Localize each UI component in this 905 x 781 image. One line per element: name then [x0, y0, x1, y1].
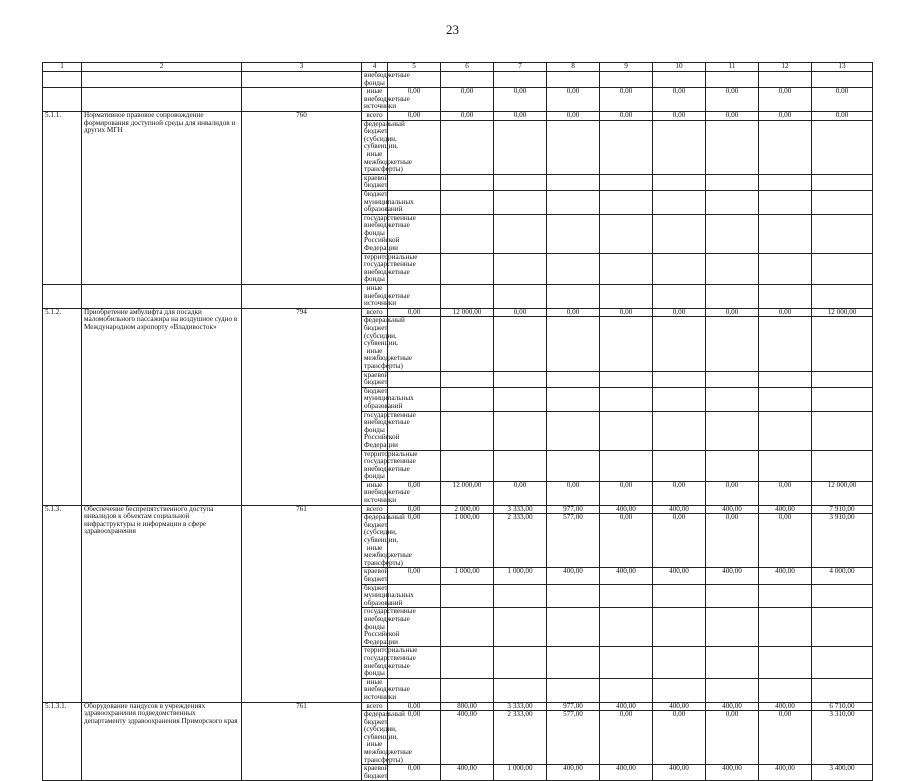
row-value: 0,00 [600, 481, 653, 505]
row-source: всего [362, 308, 388, 317]
row-value: 0,00 [494, 88, 547, 112]
row-value [653, 190, 706, 214]
row-source: государственные внебюджетные фонды Российской Федерации [362, 411, 388, 450]
row-value: 0,00 [388, 765, 441, 781]
row-value: 400,00 [706, 505, 759, 514]
row-value: 2 000,00 [441, 505, 494, 514]
row-value [441, 190, 494, 214]
row-value [600, 214, 653, 253]
row-value: 0,00 [388, 481, 441, 505]
row-value [653, 678, 706, 702]
row-value: 0,00 [706, 88, 759, 112]
row-value: 0,00 [388, 88, 441, 112]
row-value [600, 608, 653, 647]
table-row [43, 88, 873, 112]
row-value: 0,00 [547, 111, 600, 120]
row-value: 400,00 [759, 765, 812, 781]
header-cell: 11 [706, 63, 759, 72]
row-value: 0,00 [441, 111, 494, 120]
row-value [759, 678, 812, 702]
header-cell: 8 [547, 63, 600, 72]
row-value [494, 608, 547, 647]
row-value: 12 000,00 [812, 481, 873, 505]
row-value: 400,00 [600, 568, 653, 584]
row-value: 0,00 [653, 308, 706, 317]
row-value [706, 584, 759, 608]
row-value [388, 371, 441, 387]
row-value: 0,00 [388, 702, 441, 711]
row-value [494, 214, 547, 253]
row-value: 3 310,00 [812, 711, 873, 765]
row-value [547, 608, 600, 647]
row-value [653, 584, 706, 608]
row-value [653, 120, 706, 174]
table-row [43, 72, 873, 88]
row-value [759, 253, 812, 284]
row-value: 0,00 [653, 88, 706, 112]
row-value [706, 174, 759, 190]
row-value [653, 387, 706, 411]
row-value [441, 72, 494, 88]
row-value [653, 647, 706, 678]
row-value [706, 72, 759, 88]
header-cell: 12 [759, 63, 812, 72]
page-number: 23 [446, 22, 459, 37]
row-source: федеральный бюджет (субсидии, субвенции, иные межбюджетные трансферты) [362, 711, 388, 765]
header-cell: 4 [362, 63, 388, 72]
row-value [759, 647, 812, 678]
row-value [441, 371, 494, 387]
row-value [547, 120, 600, 174]
row-value: 0,00 [759, 88, 812, 112]
row-value: 400,00 [547, 568, 600, 584]
row-source: государственные внебюджетные фонды Российской Федерации [362, 608, 388, 647]
header-cell: 9 [600, 63, 653, 72]
row-source: иные внебюджетные источники [362, 285, 388, 309]
row-value: 400,00 [600, 702, 653, 711]
row-value: 2 333,00 [494, 514, 547, 568]
row-name [82, 285, 242, 309]
row-value: 400,00 [653, 505, 706, 514]
row-value: 6 710,00 [812, 702, 873, 711]
row-value [706, 190, 759, 214]
row-value [441, 608, 494, 647]
row-value [547, 214, 600, 253]
row-value [547, 450, 600, 481]
row-value [441, 678, 494, 702]
row-code [43, 72, 82, 88]
row-value [547, 72, 600, 88]
row-value [441, 317, 494, 371]
row-value [441, 584, 494, 608]
row-value [600, 120, 653, 174]
row-code [43, 285, 82, 309]
row-value [812, 214, 873, 253]
row-value [547, 174, 600, 190]
row-value [706, 678, 759, 702]
table-row [43, 702, 873, 711]
row-source: федеральный бюджет (субсидии, субвенции, иные межбюджетные трансферты) [362, 120, 388, 174]
row-value: 1 000,00 [494, 568, 547, 584]
row-value [494, 411, 547, 450]
row-value [706, 608, 759, 647]
row-value [494, 584, 547, 608]
row-value: 0,00 [706, 711, 759, 765]
row-value: 0,00 [706, 514, 759, 568]
row-value [494, 371, 547, 387]
row-value [759, 584, 812, 608]
row-value [388, 678, 441, 702]
row-value [441, 214, 494, 253]
row-code [43, 88, 82, 112]
row-value: 0,00 [759, 514, 812, 568]
row-value [441, 120, 494, 174]
row-value: 577,00 [547, 711, 600, 765]
row-value [653, 411, 706, 450]
row-value [759, 450, 812, 481]
row-value: 7 910,00 [812, 505, 873, 514]
row-value [600, 647, 653, 678]
row-value: 400,00 [759, 568, 812, 584]
row-col4 [242, 285, 362, 309]
row-value [547, 190, 600, 214]
row-value [759, 174, 812, 190]
row-value: 2 333,00 [494, 711, 547, 765]
row-value [600, 190, 653, 214]
row-value [600, 317, 653, 371]
row-value [812, 190, 873, 214]
row-source: бюджет муниципальных образований [362, 190, 388, 214]
row-value [494, 317, 547, 371]
row-value: 0,00 [653, 481, 706, 505]
row-value [706, 647, 759, 678]
row-value: 400,00 [653, 765, 706, 781]
row-value: 400,00 [759, 702, 812, 711]
row-value [547, 647, 600, 678]
row-value [441, 450, 494, 481]
row-source: территориальные государственные внебюджетные фонды [362, 253, 388, 284]
row-value [547, 678, 600, 702]
row-source: внебюджетные фонды [362, 72, 388, 88]
row-name: Оборудование пандусов в учреждениях здравоохранения подведомственных департаменту здравоохранения Приморского края [82, 702, 242, 781]
row-value: 12 000,00 [441, 308, 494, 317]
row-value [812, 120, 873, 174]
row-source: иные внебюджетные источники [362, 481, 388, 505]
row-value [759, 317, 812, 371]
row-value: 0,00 [494, 481, 547, 505]
row-value [653, 253, 706, 284]
row-value [759, 608, 812, 647]
row-value [388, 647, 441, 678]
table-row [43, 111, 873, 120]
row-source: краевой бюджет [362, 371, 388, 387]
row-value: 0,00 [653, 711, 706, 765]
row-col4: 760 [242, 111, 362, 284]
row-value [653, 317, 706, 371]
row-value: 0,00 [441, 88, 494, 112]
row-value: 400,00 [653, 568, 706, 584]
row-name: Нормативное правовое сопровождение формирования доступной среды для инвалидов и других МГН [82, 111, 242, 284]
row-value [441, 174, 494, 190]
row-source: территориальные государственные внебюджетные фонды [362, 450, 388, 481]
row-value: 0,00 [494, 111, 547, 120]
row-value [441, 387, 494, 411]
row-value: 400,00 [441, 765, 494, 781]
row-value: 0,00 [653, 111, 706, 120]
row-value [812, 450, 873, 481]
row-value [812, 72, 873, 88]
row-value [759, 285, 812, 309]
row-value [759, 411, 812, 450]
row-value [547, 584, 600, 608]
row-value: 0,00 [759, 308, 812, 317]
header-cell: 10 [653, 63, 706, 72]
row-value [706, 214, 759, 253]
row-value [706, 411, 759, 450]
row-value [600, 584, 653, 608]
row-value: 0,00 [547, 481, 600, 505]
row-value [494, 387, 547, 411]
row-value: 400,00 [547, 765, 600, 781]
row-value [547, 253, 600, 284]
row-value: 0,00 [388, 568, 441, 584]
row-value [441, 647, 494, 678]
row-value: 977,00 [547, 505, 600, 514]
table-row [43, 285, 873, 309]
row-value [759, 190, 812, 214]
row-value [441, 253, 494, 284]
row-value [494, 647, 547, 678]
row-value: 1 000,00 [441, 568, 494, 584]
row-value: 0,00 [388, 308, 441, 317]
row-code: 5.1.1. [43, 111, 82, 284]
row-value [706, 285, 759, 309]
header-row [43, 63, 873, 72]
row-value: 0,00 [600, 111, 653, 120]
row-value: 577,00 [547, 514, 600, 568]
row-value: 0,00 [759, 481, 812, 505]
row-value [759, 72, 812, 88]
row-value: 0,00 [388, 711, 441, 765]
row-code: 5.1.3. [43, 505, 82, 702]
row-value [547, 387, 600, 411]
row-value [653, 608, 706, 647]
row-value [706, 253, 759, 284]
row-value [494, 174, 547, 190]
row-value: 0,00 [547, 88, 600, 112]
row-col4: 761 [242, 702, 362, 781]
row-col4 [242, 72, 362, 88]
header-cell: 6 [441, 63, 494, 72]
row-source: государственные внебюджетные фонды Российской Федерации [362, 214, 388, 253]
row-value [494, 72, 547, 88]
row-value [600, 450, 653, 481]
row-value: 3 910,00 [812, 514, 873, 568]
row-name [82, 88, 242, 112]
header-cell: 1 [43, 63, 82, 72]
row-value [494, 253, 547, 284]
row-value [812, 317, 873, 371]
row-value: 400,00 [706, 568, 759, 584]
row-value: 0,00 [812, 111, 873, 120]
row-value: 3 400,00 [812, 765, 873, 781]
row-value: 0,00 [600, 711, 653, 765]
row-value [812, 411, 873, 450]
row-value: 0,00 [494, 308, 547, 317]
row-value [494, 450, 547, 481]
row-source: федеральный бюджет (субсидии, субвенции, иные межбюджетные трансферты) [362, 317, 388, 371]
row-value [494, 678, 547, 702]
row-value: 0,00 [812, 88, 873, 112]
row-value: 400,00 [706, 765, 759, 781]
header-cell: 3 [242, 63, 362, 72]
budget-table [42, 62, 873, 781]
row-value [812, 608, 873, 647]
row-value [600, 387, 653, 411]
row-code: 5.1.2. [43, 308, 82, 505]
row-value: 0,00 [759, 111, 812, 120]
row-value [441, 411, 494, 450]
row-value [600, 411, 653, 450]
row-value [494, 120, 547, 174]
row-value [653, 371, 706, 387]
row-value: 0,00 [547, 308, 600, 317]
row-source: краевой бюджет [362, 174, 388, 190]
row-value [812, 285, 873, 309]
row-value [812, 647, 873, 678]
row-value: 3 333,00 [494, 505, 547, 514]
row-value [547, 285, 600, 309]
row-value: 1 000,00 [441, 514, 494, 568]
row-code: 5.1.3.1. [43, 702, 82, 781]
row-value: 12 000,00 [812, 308, 873, 317]
row-value: 0,00 [600, 308, 653, 317]
row-source: бюджет муниципальных образований [362, 387, 388, 411]
row-value [547, 371, 600, 387]
row-value [759, 387, 812, 411]
row-value: 0,00 [759, 711, 812, 765]
row-value [653, 214, 706, 253]
row-value [600, 371, 653, 387]
row-value [441, 285, 494, 309]
row-value: 12 000,00 [441, 481, 494, 505]
row-value [812, 584, 873, 608]
row-source: территориальные государственные внебюджетные фонды [362, 647, 388, 678]
row-value: 0,00 [388, 111, 441, 120]
row-value [388, 174, 441, 190]
row-value [494, 285, 547, 309]
row-value [706, 387, 759, 411]
row-value: 0,00 [706, 481, 759, 505]
row-value: 400,00 [759, 505, 812, 514]
row-name: Обеспечение беспрепятственного доступа инвалидов к объектам социальной инфраструктуры и информации в сфере здравоохранения [82, 505, 242, 702]
row-value [759, 120, 812, 174]
row-value: 0,00 [388, 505, 441, 514]
row-value [759, 214, 812, 253]
row-value: 400,00 [441, 711, 494, 765]
row-col4: 794 [242, 308, 362, 505]
row-value [812, 253, 873, 284]
header-cell: 7 [494, 63, 547, 72]
row-value [653, 72, 706, 88]
row-value [706, 371, 759, 387]
row-value [812, 678, 873, 702]
row-value: 0,00 [600, 514, 653, 568]
row-value [600, 678, 653, 702]
row-value [812, 174, 873, 190]
row-source: всего [362, 111, 388, 120]
row-value [812, 371, 873, 387]
row-value [653, 450, 706, 481]
row-value: 400,00 [706, 702, 759, 711]
row-value: 0,00 [653, 514, 706, 568]
row-value: 400,00 [600, 765, 653, 781]
row-value [494, 190, 547, 214]
row-value: 400,00 [653, 702, 706, 711]
row-value: 4 000,00 [812, 568, 873, 584]
row-value: 977,00 [547, 702, 600, 711]
row-value: 0,00 [706, 111, 759, 120]
row-source: краевой бюджет [362, 765, 388, 781]
row-col4: 761 [242, 505, 362, 702]
row-name: Приобретение амбулифта для посадки маломобильного пассажира на воздушное судно в Международном аэропорту «Владивосток» [82, 308, 242, 505]
row-source: иные внебюджетные источники [362, 678, 388, 702]
row-name [82, 72, 242, 88]
row-value: 800,00 [441, 702, 494, 711]
row-value: 3 333,00 [494, 702, 547, 711]
row-source: краевой бюджет [362, 568, 388, 584]
row-value [547, 411, 600, 450]
header-cell: 2 [82, 63, 242, 72]
header-cell: 5 [388, 63, 441, 72]
table-row [43, 308, 873, 317]
row-source: федеральный бюджет (субсидии, субвенции, иные межбюджетные трансферты) [362, 514, 388, 568]
row-source: бюджет муниципальных образований [362, 584, 388, 608]
row-value [812, 387, 873, 411]
row-value [600, 72, 653, 88]
row-value [600, 285, 653, 309]
row-source: иные внебюджетные источники [362, 88, 388, 112]
row-source: всего [362, 505, 388, 514]
row-source: всего [362, 702, 388, 711]
row-value [706, 120, 759, 174]
row-value: 0,00 [600, 88, 653, 112]
row-value [653, 174, 706, 190]
row-value: 400,00 [600, 505, 653, 514]
row-value [653, 285, 706, 309]
row-value [706, 450, 759, 481]
row-value: 0,00 [706, 308, 759, 317]
row-value [706, 317, 759, 371]
row-value [759, 371, 812, 387]
header-cell: 13 [812, 63, 873, 72]
row-value [600, 174, 653, 190]
row-value [600, 253, 653, 284]
row-value: 0,00 [388, 514, 441, 568]
row-value [547, 317, 600, 371]
row-col4 [242, 88, 362, 112]
row-value: 1 000,00 [494, 765, 547, 781]
